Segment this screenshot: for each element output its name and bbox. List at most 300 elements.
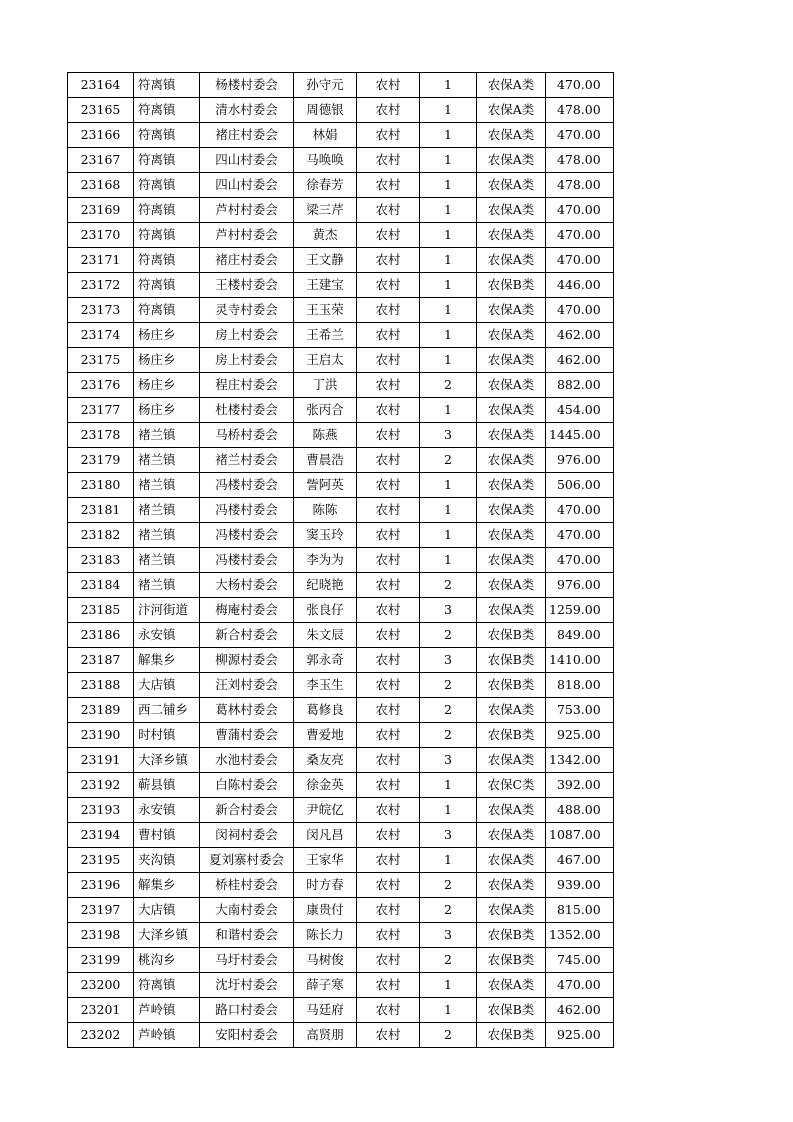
village-committee-cell: 芦村村委会 [200, 198, 294, 223]
village-committee-cell: 房上村委会 [200, 348, 294, 373]
township-cell: 符离镇 [134, 298, 200, 323]
township-cell: 褚兰镇 [134, 448, 200, 473]
amount-cell: 478.00 [546, 173, 614, 198]
record-number-cell: 23193 [68, 798, 134, 823]
household-type-cell: 农村 [357, 948, 420, 973]
amount-cell: 392.00 [546, 773, 614, 798]
insurance-category-cell: 农保A类 [477, 373, 546, 398]
table-row [68, 173, 614, 198]
household-type-cell: 农村 [357, 398, 420, 423]
record-number-cell: 23179 [68, 448, 134, 473]
household-type-cell: 农村 [357, 423, 420, 448]
recipient-name-cell: 纪晓艳 [294, 573, 357, 598]
record-number-cell: 23199 [68, 948, 134, 973]
recipient-name-cell: 桑友亮 [294, 748, 357, 773]
insurance-category-cell: 农保A类 [477, 423, 546, 448]
table-row [68, 198, 614, 223]
township-cell: 永安镇 [134, 623, 200, 648]
village-committee-cell: 房上村委会 [200, 323, 294, 348]
person-count-cell: 1 [420, 248, 477, 273]
recipient-name-cell: 林娟 [294, 123, 357, 148]
village-committee-cell: 褚庄村委会 [200, 248, 294, 273]
amount-cell: 470.00 [546, 973, 614, 998]
village-committee-cell: 灵寺村委会 [200, 298, 294, 323]
record-number-cell: 23201 [68, 998, 134, 1023]
village-committee-cell: 大杨村委会 [200, 573, 294, 598]
township-cell: 褚兰镇 [134, 498, 200, 523]
record-number-cell: 23167 [68, 148, 134, 173]
amount-cell: 470.00 [546, 123, 614, 148]
table-row [68, 998, 614, 1023]
insurance-category-cell: 农保B类 [477, 648, 546, 673]
record-number-cell: 23166 [68, 123, 134, 148]
amount-cell: 478.00 [546, 98, 614, 123]
record-number-cell: 23191 [68, 748, 134, 773]
township-cell: 褚兰镇 [134, 423, 200, 448]
insurance-category-cell: 农保B类 [477, 673, 546, 698]
person-count-cell: 1 [420, 273, 477, 298]
village-committee-cell: 芦村村委会 [200, 223, 294, 248]
village-committee-cell: 马圩村委会 [200, 948, 294, 973]
record-number-cell: 23189 [68, 698, 134, 723]
household-type-cell: 农村 [357, 448, 420, 473]
amount-cell: 470.00 [546, 548, 614, 573]
amount-cell: 1259.00 [546, 598, 614, 623]
table-row [68, 923, 614, 948]
village-committee-cell: 冯楼村委会 [200, 498, 294, 523]
person-count-cell: 3 [420, 923, 477, 948]
insurance-category-cell: 农保A类 [477, 98, 546, 123]
recipient-name-cell: 时方春 [294, 873, 357, 898]
township-cell: 符离镇 [134, 173, 200, 198]
insurance-category-cell: 农保A类 [477, 973, 546, 998]
record-number-cell: 23187 [68, 648, 134, 673]
record-number-cell: 23171 [68, 248, 134, 273]
recipient-name-cell: 徐春芳 [294, 173, 357, 198]
township-cell: 褚兰镇 [134, 573, 200, 598]
amount-cell: 470.00 [546, 523, 614, 548]
insurance-category-cell: 农保A类 [477, 898, 546, 923]
insurance-category-cell: 农保A类 [477, 573, 546, 598]
recipient-name-cell: 孙守元 [294, 73, 357, 98]
amount-cell: 849.00 [546, 623, 614, 648]
table-row [68, 898, 614, 923]
township-cell: 解集乡 [134, 873, 200, 898]
village-committee-cell: 和谐村委会 [200, 923, 294, 948]
household-type-cell: 农村 [357, 148, 420, 173]
village-committee-cell: 桥桂村委会 [200, 873, 294, 898]
insurance-category-cell: 农保A类 [477, 598, 546, 623]
household-type-cell: 农村 [357, 623, 420, 648]
person-count-cell: 2 [420, 948, 477, 973]
amount-cell: 882.00 [546, 373, 614, 398]
household-type-cell: 农村 [357, 473, 420, 498]
recipient-name-cell: 马唤唤 [294, 148, 357, 173]
recipient-name-cell: 郭永奇 [294, 648, 357, 673]
insurance-category-cell: 农保A类 [477, 848, 546, 873]
table-row [68, 698, 614, 723]
table-row [68, 448, 614, 473]
township-cell: 大店镇 [134, 898, 200, 923]
table-row [68, 973, 614, 998]
village-committee-cell: 新合村委会 [200, 623, 294, 648]
township-cell: 符离镇 [134, 198, 200, 223]
person-count-cell: 2 [420, 573, 477, 598]
township-cell: 符离镇 [134, 973, 200, 998]
amount-cell: 470.00 [546, 198, 614, 223]
person-count-cell: 1 [420, 773, 477, 798]
village-committee-cell: 汪刘村委会 [200, 673, 294, 698]
table-row [68, 848, 614, 873]
table-row [68, 348, 614, 373]
table-row [68, 498, 614, 523]
table-row [68, 273, 614, 298]
insurance-category-cell: 农保A类 [477, 448, 546, 473]
recipient-name-cell: 窦玉玲 [294, 523, 357, 548]
amount-cell: 470.00 [546, 298, 614, 323]
record-number-cell: 23168 [68, 173, 134, 198]
person-count-cell: 1 [420, 848, 477, 873]
township-cell: 符离镇 [134, 273, 200, 298]
household-type-cell: 农村 [357, 648, 420, 673]
household-type-cell: 农村 [357, 348, 420, 373]
township-cell: 符离镇 [134, 248, 200, 273]
person-count-cell: 1 [420, 498, 477, 523]
village-committee-cell: 白陈村委会 [200, 773, 294, 798]
table-row [68, 98, 614, 123]
person-count-cell: 2 [420, 623, 477, 648]
township-cell: 大泽乡镇 [134, 923, 200, 948]
amount-cell: 815.00 [546, 898, 614, 923]
recipient-name-cell: 李为为 [294, 548, 357, 573]
record-number-cell: 23176 [68, 373, 134, 398]
village-committee-cell: 闵祠村委会 [200, 823, 294, 848]
person-count-cell: 2 [420, 373, 477, 398]
record-number-cell: 23195 [68, 848, 134, 873]
record-number-cell: 23200 [68, 973, 134, 998]
person-count-cell: 1 [420, 323, 477, 348]
township-cell: 符离镇 [134, 223, 200, 248]
recipient-name-cell: 周德银 [294, 98, 357, 123]
recipient-name-cell: 马廷府 [294, 998, 357, 1023]
recipient-name-cell: 葛修良 [294, 698, 357, 723]
recipient-name-cell: 王希兰 [294, 323, 357, 348]
insurance-category-cell: 农保A类 [477, 323, 546, 348]
village-committee-cell: 夏刘寨村委会 [200, 848, 294, 873]
amount-cell: 462.00 [546, 348, 614, 373]
recipient-name-cell: 陈燕 [294, 423, 357, 448]
table-row [68, 123, 614, 148]
amount-cell: 462.00 [546, 323, 614, 348]
insurance-category-cell: 农保A类 [477, 148, 546, 173]
recipient-name-cell: 梁三芹 [294, 198, 357, 223]
person-count-cell: 1 [420, 223, 477, 248]
village-committee-cell: 冯楼村委会 [200, 548, 294, 573]
record-number-cell: 23177 [68, 398, 134, 423]
amount-cell: 470.00 [546, 223, 614, 248]
household-type-cell: 农村 [357, 173, 420, 198]
person-count-cell: 3 [420, 648, 477, 673]
relief-roster-table [67, 72, 614, 1048]
record-number-cell: 23169 [68, 198, 134, 223]
insurance-category-cell: 农保A类 [477, 398, 546, 423]
household-type-cell: 农村 [357, 248, 420, 273]
amount-cell: 976.00 [546, 448, 614, 473]
amount-cell: 925.00 [546, 723, 614, 748]
person-count-cell: 1 [420, 798, 477, 823]
insurance-category-cell: 农保B类 [477, 1023, 546, 1048]
amount-cell: 745.00 [546, 948, 614, 973]
village-committee-cell: 梅庵村委会 [200, 598, 294, 623]
table-row [68, 823, 614, 848]
recipient-name-cell: 曹晨浩 [294, 448, 357, 473]
recipient-name-cell: 马树俊 [294, 948, 357, 973]
person-count-cell: 1 [420, 348, 477, 373]
village-committee-cell: 曹蒲村委会 [200, 723, 294, 748]
table-row [68, 298, 614, 323]
table-row [68, 723, 614, 748]
record-number-cell: 23188 [68, 673, 134, 698]
insurance-category-cell: 农保A类 [477, 223, 546, 248]
insurance-category-cell: 农保A类 [477, 798, 546, 823]
household-type-cell: 农村 [357, 723, 420, 748]
amount-cell: 446.00 [546, 273, 614, 298]
village-committee-cell: 冯楼村委会 [200, 473, 294, 498]
insurance-category-cell: 农保B类 [477, 923, 546, 948]
village-committee-cell: 水池村委会 [200, 748, 294, 773]
table-body [68, 73, 614, 1048]
insurance-category-cell: 农保C类 [477, 773, 546, 798]
person-count-cell: 1 [420, 198, 477, 223]
person-count-cell: 1 [420, 973, 477, 998]
record-number-cell: 23172 [68, 273, 134, 298]
amount-cell: 1352.00 [546, 923, 614, 948]
recipient-name-cell: 王启太 [294, 348, 357, 373]
recipient-name-cell: 王玉荣 [294, 298, 357, 323]
recipient-name-cell: 王建宝 [294, 273, 357, 298]
village-committee-cell: 大南村委会 [200, 898, 294, 923]
village-committee-cell: 安阳村委会 [200, 1023, 294, 1048]
village-committee-cell: 褚兰村委会 [200, 448, 294, 473]
person-count-cell: 2 [420, 698, 477, 723]
insurance-category-cell: 农保A类 [477, 498, 546, 523]
township-cell: 时村镇 [134, 723, 200, 748]
household-type-cell: 农村 [357, 548, 420, 573]
amount-cell: 470.00 [546, 248, 614, 273]
insurance-category-cell: 农保A类 [477, 823, 546, 848]
insurance-category-cell: 农保A类 [477, 198, 546, 223]
household-type-cell: 农村 [357, 498, 420, 523]
insurance-category-cell: 农保A类 [477, 173, 546, 198]
recipient-name-cell: 高贤朋 [294, 1023, 357, 1048]
insurance-category-cell: 农保A类 [477, 248, 546, 273]
township-cell: 解集乡 [134, 648, 200, 673]
household-type-cell: 农村 [357, 798, 420, 823]
person-count-cell: 2 [420, 723, 477, 748]
recipient-name-cell: 徐金英 [294, 773, 357, 798]
table-row [68, 948, 614, 973]
person-count-cell: 2 [420, 873, 477, 898]
table-row [68, 873, 614, 898]
amount-cell: 1087.00 [546, 823, 614, 848]
record-number-cell: 23192 [68, 773, 134, 798]
village-committee-cell: 路口村委会 [200, 998, 294, 1023]
village-committee-cell: 柳源村委会 [200, 648, 294, 673]
household-type-cell: 农村 [357, 198, 420, 223]
recipient-name-cell: 闵凡昌 [294, 823, 357, 848]
table-row [68, 323, 614, 348]
household-type-cell: 农村 [357, 523, 420, 548]
township-cell: 杨庄乡 [134, 373, 200, 398]
person-count-cell: 2 [420, 1023, 477, 1048]
insurance-category-cell: 农保A类 [477, 123, 546, 148]
recipient-name-cell: 黄杰 [294, 223, 357, 248]
person-count-cell: 2 [420, 673, 477, 698]
amount-cell: 818.00 [546, 673, 614, 698]
record-number-cell: 23196 [68, 873, 134, 898]
table-row [68, 598, 614, 623]
table-row [68, 673, 614, 698]
recipient-name-cell: 陈长力 [294, 923, 357, 948]
table-row [68, 148, 614, 173]
recipient-name-cell: 王家华 [294, 848, 357, 873]
record-number-cell: 23181 [68, 498, 134, 523]
record-number-cell: 23197 [68, 898, 134, 923]
amount-cell: 470.00 [546, 498, 614, 523]
township-cell: 褚兰镇 [134, 548, 200, 573]
amount-cell: 1342.00 [546, 748, 614, 773]
table-row [68, 423, 614, 448]
person-count-cell: 1 [420, 73, 477, 98]
township-cell: 蕲县镇 [134, 773, 200, 798]
amount-cell: 925.00 [546, 1023, 614, 1048]
recipient-name-cell: 陈陈 [294, 498, 357, 523]
village-committee-cell: 马桥村委会 [200, 423, 294, 448]
insurance-category-cell: 农保A类 [477, 298, 546, 323]
table-row [68, 623, 614, 648]
table-row [68, 523, 614, 548]
amount-cell: 1410.00 [546, 648, 614, 673]
recipient-name-cell: 朱文辰 [294, 623, 357, 648]
recipient-name-cell: 王文静 [294, 248, 357, 273]
village-committee-cell: 程庄村委会 [200, 373, 294, 398]
person-count-cell: 1 [420, 473, 477, 498]
township-cell: 曹村镇 [134, 823, 200, 848]
household-type-cell: 农村 [357, 773, 420, 798]
household-type-cell: 农村 [357, 123, 420, 148]
recipient-name-cell: 曹爱地 [294, 723, 357, 748]
village-committee-cell: 沈圩村委会 [200, 973, 294, 998]
table-row [68, 473, 614, 498]
insurance-category-cell: 农保B类 [477, 998, 546, 1023]
household-type-cell: 农村 [357, 823, 420, 848]
record-number-cell: 23183 [68, 548, 134, 573]
household-type-cell: 农村 [357, 273, 420, 298]
village-committee-cell: 王楼村委会 [200, 273, 294, 298]
amount-cell: 976.00 [546, 573, 614, 598]
table-row [68, 248, 614, 273]
person-count-cell: 1 [420, 98, 477, 123]
table-row [68, 748, 614, 773]
household-type-cell: 农村 [357, 673, 420, 698]
table-row [68, 223, 614, 248]
household-type-cell: 农村 [357, 323, 420, 348]
record-number-cell: 23170 [68, 223, 134, 248]
insurance-category-cell: 农保A类 [477, 473, 546, 498]
table-row [68, 648, 614, 673]
person-count-cell: 1 [420, 123, 477, 148]
recipient-name-cell: 薛子寒 [294, 973, 357, 998]
person-count-cell: 3 [420, 423, 477, 448]
village-committee-cell: 冯楼村委会 [200, 523, 294, 548]
insurance-category-cell: 农保B类 [477, 948, 546, 973]
insurance-category-cell: 农保A类 [477, 873, 546, 898]
record-number-cell: 23185 [68, 598, 134, 623]
person-count-cell: 1 [420, 298, 477, 323]
household-type-cell: 农村 [357, 998, 420, 1023]
village-committee-cell: 褚庄村委会 [200, 123, 294, 148]
record-number-cell: 23180 [68, 473, 134, 498]
table-row [68, 773, 614, 798]
township-cell: 永安镇 [134, 798, 200, 823]
village-committee-cell: 四山村委会 [200, 173, 294, 198]
recipient-name-cell: 訾阿英 [294, 473, 357, 498]
township-cell: 大店镇 [134, 673, 200, 698]
household-type-cell: 农村 [357, 898, 420, 923]
village-committee-cell: 清水村委会 [200, 98, 294, 123]
insurance-category-cell: 农保A类 [477, 73, 546, 98]
township-cell: 符离镇 [134, 148, 200, 173]
township-cell: 夹沟镇 [134, 848, 200, 873]
amount-cell: 462.00 [546, 998, 614, 1023]
insurance-category-cell: 农保A类 [477, 548, 546, 573]
record-number-cell: 23173 [68, 298, 134, 323]
person-count-cell: 2 [420, 898, 477, 923]
household-type-cell: 农村 [357, 573, 420, 598]
amount-cell: 454.00 [546, 398, 614, 423]
table-row [68, 548, 614, 573]
record-number-cell: 23198 [68, 923, 134, 948]
recipient-name-cell: 张丙合 [294, 398, 357, 423]
township-cell: 芦岭镇 [134, 998, 200, 1023]
township-cell: 符离镇 [134, 123, 200, 148]
township-cell: 杨庄乡 [134, 323, 200, 348]
township-cell: 汴河街道 [134, 598, 200, 623]
recipient-name-cell: 李玉生 [294, 673, 357, 698]
recipient-name-cell: 丁洪 [294, 373, 357, 398]
household-type-cell: 农村 [357, 373, 420, 398]
recipient-name-cell: 康贵付 [294, 898, 357, 923]
recipient-name-cell: 尹皖亿 [294, 798, 357, 823]
village-committee-cell: 杨楼村委会 [200, 73, 294, 98]
person-count-cell: 1 [420, 148, 477, 173]
household-type-cell: 农村 [357, 1023, 420, 1048]
person-count-cell: 3 [420, 823, 477, 848]
amount-cell: 488.00 [546, 798, 614, 823]
household-type-cell: 农村 [357, 973, 420, 998]
household-type-cell: 农村 [357, 698, 420, 723]
table-row [68, 398, 614, 423]
township-cell: 桃沟乡 [134, 948, 200, 973]
person-count-cell: 1 [420, 548, 477, 573]
amount-cell: 1445.00 [546, 423, 614, 448]
table-row [68, 73, 614, 98]
amount-cell: 753.00 [546, 698, 614, 723]
township-cell: 符离镇 [134, 73, 200, 98]
record-number-cell: 23175 [68, 348, 134, 373]
township-cell: 杨庄乡 [134, 348, 200, 373]
insurance-category-cell: 农保B类 [477, 723, 546, 748]
